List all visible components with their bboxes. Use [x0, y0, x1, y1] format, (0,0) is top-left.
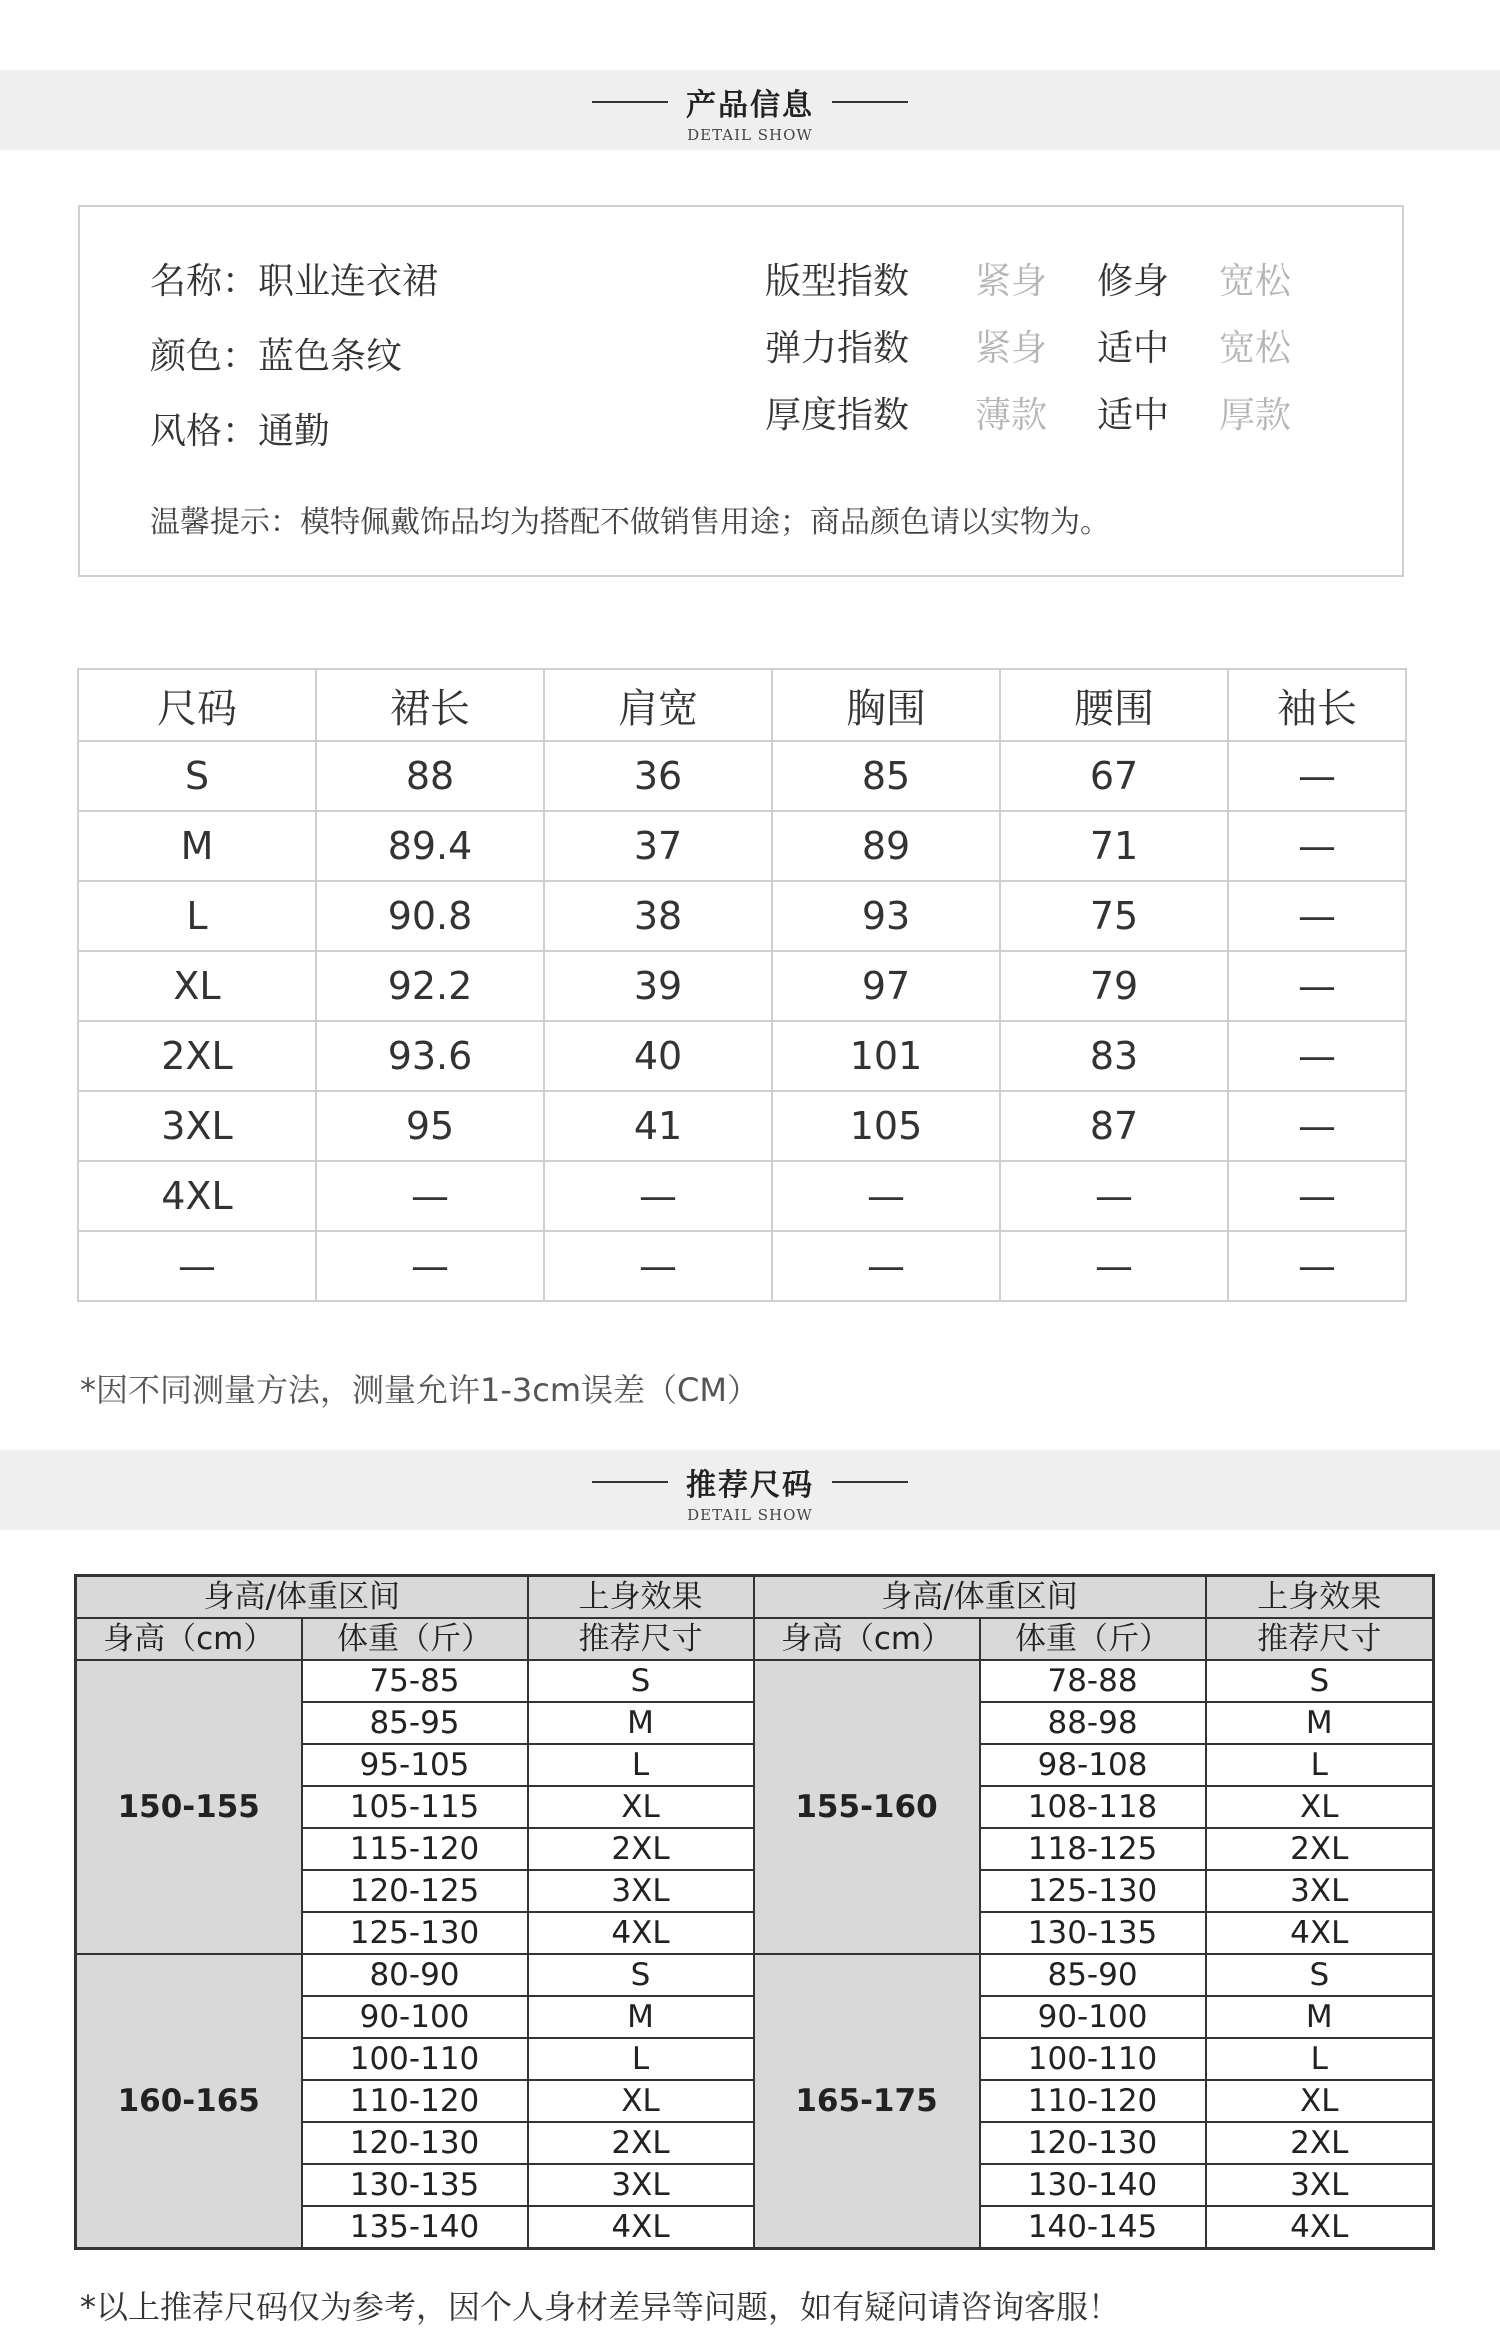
recommended-size: XL [528, 1786, 754, 1828]
table-cell: 95 [316, 1091, 544, 1161]
header-row [76, 1618, 1434, 1660]
header-cell: 上身效果 [1206, 1576, 1434, 1619]
recommended-size: 2XL [528, 2122, 754, 2164]
recommended-size: 4XL [1206, 1912, 1434, 1954]
header-cell: 体重（斤） [980, 1618, 1206, 1660]
column-header: 腰围 [1000, 669, 1228, 741]
index-option: 宽松 [1219, 261, 1292, 302]
table-cell: 2XL [78, 1021, 316, 1091]
table-row [78, 1091, 1406, 1161]
table-cell: — [544, 1231, 772, 1301]
table-cell: — [1000, 1231, 1228, 1301]
weight-range: 100-110 [302, 2038, 528, 2080]
table-row [78, 1231, 1406, 1301]
table-cell: — [1000, 1161, 1228, 1231]
weight-range: 85-90 [980, 1954, 1206, 1996]
weight-range: 80-90 [302, 1954, 528, 1996]
table-cell: — [1228, 1161, 1406, 1231]
header-cell: 推荐尺寸 [1206, 1618, 1434, 1660]
table-cell: — [1228, 881, 1406, 951]
weight-range: 120-125 [302, 1870, 528, 1912]
recommended-size: 3XL [528, 1870, 754, 1912]
measure-note: *因不同测量方法，测量允许1-3cm误差（CM） [80, 1371, 759, 1409]
recommended-size: M [528, 1702, 754, 1744]
table-cell: XL [78, 951, 316, 1021]
weight-range: 125-130 [980, 1870, 1206, 1912]
recommended-size: XL [1206, 1786, 1434, 1828]
recommended-size: 3XL [1206, 2164, 1434, 2206]
header-row [76, 1576, 1434, 1619]
table-cell: 41 [544, 1091, 772, 1161]
table-cell: 37 [544, 811, 772, 881]
weight-range: 88-98 [980, 1702, 1206, 1744]
column-header: 肩宽 [544, 669, 772, 741]
index-option: 薄款 [975, 395, 1048, 436]
recommended-size: S [528, 1954, 754, 1996]
table-cell: S [78, 741, 316, 811]
weight-range: 118-125 [980, 1828, 1206, 1870]
recommended-size: L [528, 1744, 754, 1786]
fit-indices [765, 257, 1341, 458]
index-label: 弹力指数 [765, 328, 910, 369]
recommended-size: L [1206, 2038, 1434, 2080]
height-range: 150-155 [76, 1660, 302, 1954]
table-cell: — [78, 1231, 316, 1301]
table-cell: 87 [1000, 1091, 1228, 1161]
product-style: 风格：通勤 [150, 411, 331, 452]
index-label: 厚度指数 [765, 395, 910, 436]
table-cell: — [1228, 741, 1406, 811]
recommended-size: M [528, 1996, 754, 2038]
weight-range: 85-95 [302, 1702, 528, 1744]
table-cell: — [316, 1161, 544, 1231]
table-cell: 88 [316, 741, 544, 811]
index-row [765, 324, 1341, 391]
table-row [76, 1954, 1434, 1996]
column-header: 裙长 [316, 669, 544, 741]
recommended-size: 4XL [1206, 2206, 1434, 2249]
recommended-size: M [1206, 1996, 1434, 2038]
table-cell: 89 [772, 811, 1000, 881]
recommended-size: 4XL [528, 2206, 754, 2249]
weight-range: 78-88 [980, 1660, 1206, 1702]
table-cell: — [1228, 1091, 1406, 1161]
weight-range: 105-115 [302, 1786, 528, 1828]
section-subtitle: DETAIL SHOW [687, 126, 813, 144]
index-option: 宽松 [1219, 328, 1292, 369]
table-cell: 93 [772, 881, 1000, 951]
weight-range: 135-140 [302, 2206, 528, 2249]
table-row [78, 951, 1406, 1021]
recommended-size: 3XL [1206, 1870, 1434, 1912]
recommended-size: M [1206, 1702, 1434, 1744]
table-cell: 101 [772, 1021, 1000, 1091]
recommended-size: L [528, 2038, 754, 2080]
column-header: 胸围 [772, 669, 1000, 741]
table-cell: 105 [772, 1091, 1000, 1161]
table-cell: — [316, 1231, 544, 1301]
height-range: 160-165 [76, 1954, 302, 2249]
product-color: 颜色：蓝色条纹 [150, 336, 403, 377]
weight-range: 120-130 [980, 2122, 1206, 2164]
weight-range: 120-130 [302, 2122, 528, 2164]
weight-range: 95-105 [302, 1744, 528, 1786]
table-cell: 38 [544, 881, 772, 951]
height-range: 165-175 [754, 1954, 980, 2249]
weight-range: 130-135 [980, 1912, 1206, 1954]
weight-range: 108-118 [980, 1786, 1206, 1828]
section-title: 产品信息 [686, 88, 814, 123]
index-option: 紧身 [975, 328, 1048, 369]
weight-range: 98-108 [980, 1744, 1206, 1786]
table-cell: 79 [1000, 951, 1228, 1021]
header-cell: 身高/体重区间 [76, 1576, 528, 1619]
column-header: 袖长 [1228, 669, 1406, 741]
table-cell: — [1228, 951, 1406, 1021]
table-cell: — [772, 1161, 1000, 1231]
table-row [78, 1021, 1406, 1091]
weight-range: 110-120 [980, 2080, 1206, 2122]
table-cell: — [544, 1161, 772, 1231]
index-row [765, 391, 1341, 458]
weight-range: 110-120 [302, 2080, 528, 2122]
weight-range: 100-110 [980, 2038, 1206, 2080]
header-cell: 身高/体重区间 [754, 1576, 1206, 1619]
section-title: 推荐尺码 [686, 1468, 814, 1503]
index-row [765, 257, 1341, 324]
product-info-header [0, 80, 1500, 144]
index-option: 适中 [1097, 395, 1170, 436]
index-option: 紧身 [975, 261, 1048, 302]
recommended-size: 4XL [528, 1912, 754, 1954]
table-cell: 92.2 [316, 951, 544, 1021]
product-name: 名称：职业连衣裙 [150, 261, 439, 302]
recommended-size: 2XL [1206, 1828, 1434, 1870]
header-cell: 身高（cm） [76, 1618, 302, 1660]
size-table [77, 668, 1407, 1302]
recommended-size: XL [1206, 2080, 1434, 2122]
table-cell: — [1228, 1231, 1406, 1301]
product-info-box [78, 205, 1404, 577]
weight-range: 75-85 [302, 1660, 528, 1702]
header-cell: 上身效果 [528, 1576, 754, 1619]
table-cell: L [78, 881, 316, 951]
weight-range: 130-135 [302, 2164, 528, 2206]
recommended-size: S [1206, 1660, 1434, 1702]
table-row [78, 1161, 1406, 1231]
table-row [78, 811, 1406, 881]
table-cell: — [1228, 1021, 1406, 1091]
table-cell: 97 [772, 951, 1000, 1021]
recommended-size: XL [528, 2080, 754, 2122]
header-cell: 推荐尺寸 [528, 1618, 754, 1660]
column-header: 尺码 [78, 669, 316, 741]
table-cell: 93.6 [316, 1021, 544, 1091]
recommend-note: *以上推荐尺码仅为参考，因个人身材差异等问题，如有疑问请咨询客服！ [80, 2288, 1121, 2326]
table-cell: 75 [1000, 881, 1228, 951]
table-cell: 89.4 [316, 811, 544, 881]
table-cell: 71 [1000, 811, 1228, 881]
index-option: 厚款 [1219, 395, 1292, 436]
table-cell: — [1228, 811, 1406, 881]
table-row [76, 1660, 1434, 1702]
index-option: 适中 [1097, 328, 1170, 369]
recommended-size: S [528, 1660, 754, 1702]
table-row [78, 741, 1406, 811]
section-subtitle: DETAIL SHOW [687, 1506, 813, 1524]
recommend-header [0, 1460, 1500, 1524]
recommended-size: 2XL [1206, 2122, 1434, 2164]
table-cell: 90.8 [316, 881, 544, 951]
recommend-size-table [74, 1574, 1435, 2250]
recommended-size: S [1206, 1954, 1434, 1996]
weight-range: 125-130 [302, 1912, 528, 1954]
header-cell: 身高（cm） [754, 1618, 980, 1660]
table-cell: 4XL [78, 1161, 316, 1231]
table-cell: 39 [544, 951, 772, 1021]
table-cell: M [78, 811, 316, 881]
weight-range: 130-140 [980, 2164, 1206, 2206]
table-cell: 40 [544, 1021, 772, 1091]
recommended-size: 3XL [528, 2164, 754, 2206]
height-range: 155-160 [754, 1660, 980, 1954]
weight-range: 115-120 [302, 1828, 528, 1870]
table-cell: 83 [1000, 1021, 1228, 1091]
table-cell: 67 [1000, 741, 1228, 811]
recommended-size: L [1206, 1744, 1434, 1786]
table-row [78, 881, 1406, 951]
weight-range: 90-100 [980, 1996, 1206, 2038]
recommended-size: 2XL [528, 1828, 754, 1870]
weight-range: 90-100 [302, 1996, 528, 2038]
table-cell: 3XL [78, 1091, 316, 1161]
index-option: 修身 [1097, 261, 1170, 302]
table-cell: 36 [544, 741, 772, 811]
table-cell: 85 [772, 741, 1000, 811]
header-cell: 体重（斤） [302, 1618, 528, 1660]
weight-range: 140-145 [980, 2206, 1206, 2249]
warm-tip: 温馨提示：模特佩戴饰品均为搭配不做销售用途；商品颜色请以实物为。 [150, 505, 1110, 540]
index-label: 版型指数 [765, 261, 910, 302]
table-cell: — [772, 1231, 1000, 1301]
